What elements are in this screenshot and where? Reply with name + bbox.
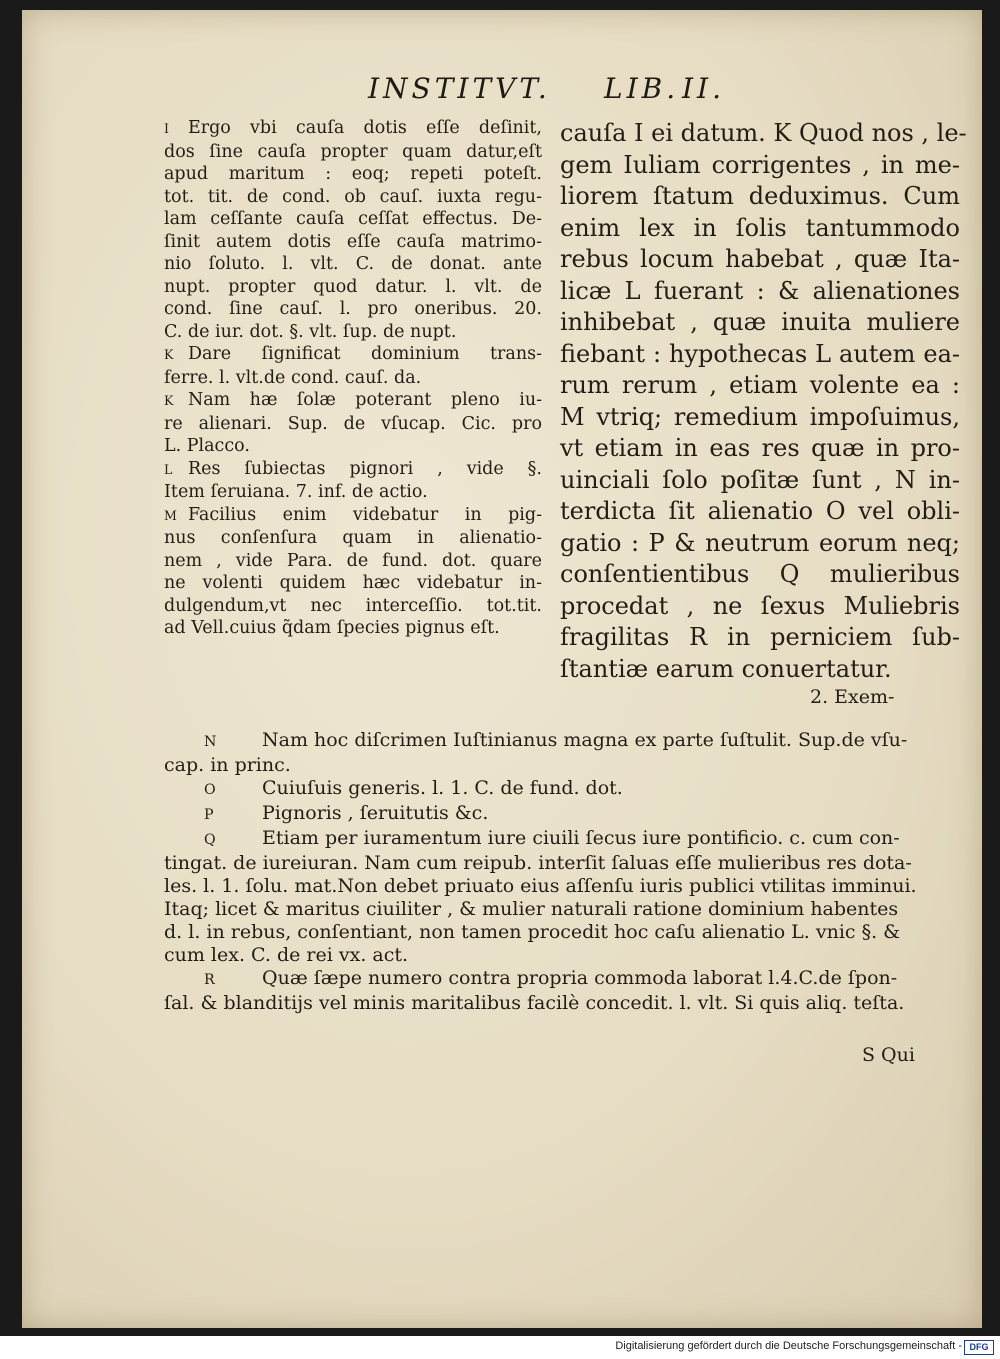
footer-credit: Digitalisierung gefördert durch die Deutsche Forschungsgemeinschaft -	[615, 1340, 962, 1352]
text-line	[164, 321, 542, 344]
header-part-1: INSTITVT.	[368, 72, 551, 105]
line-text: nem , vide Para. de fund. dot. quare	[164, 550, 542, 571]
text-line: gatio : P & neutrum eorum neq;	[560, 528, 960, 557]
text-line	[164, 163, 542, 186]
text-line: inhibebat , quæ inuita muliere	[560, 308, 960, 336]
text-line	[164, 572, 542, 595]
line-text: ne volenti quidem hæc videbatur in-	[164, 573, 542, 593]
text-line	[164, 504, 542, 528]
text-line	[164, 595, 542, 618]
running-header	[22, 72, 982, 112]
footnote-marker: N	[204, 734, 217, 750]
footnote-marker: P	[204, 807, 214, 823]
footnote-line	[164, 944, 954, 967]
line-text: tot. tit. de cond. ob cauſ. iuxta regu-	[164, 186, 542, 207]
footnote-line	[164, 967, 954, 992]
page-catchword: S Qui	[862, 1044, 915, 1066]
line-text: C. de iur. dot. §. vlt. ſup. de nupt.	[164, 321, 457, 342]
footnote-text: Itaq; licet & maritus ciuiliter , & mulier naturali ratione dominium habentes	[164, 898, 899, 920]
bottom-footnotes	[164, 729, 954, 1015]
note-marker: I	[164, 121, 169, 136]
line-text: nio ſoluto. l. vlt. C. de donat. ante	[164, 254, 542, 274]
text-line	[164, 208, 542, 231]
right-column-main-text	[560, 118, 967, 685]
footnote-text: Pignoris , ſeruitutis &c.	[262, 802, 489, 824]
footnote-line	[164, 898, 954, 921]
line-text: ſinit autem dotis eſſe cauſa matrimo-	[164, 231, 542, 252]
text-line	[164, 413, 542, 436]
footnote-line	[164, 729, 954, 754]
footnote-text: cap. in princ.	[164, 754, 291, 776]
dfg-logo: DFG	[964, 1340, 994, 1355]
book-page	[22, 10, 982, 1328]
note-marker: K	[164, 347, 174, 362]
text-line: rebus locum habebat , quæ Ita-	[560, 245, 960, 273]
line-text: ad Vell.cuius q̃dam ſpecies pignus eſt.	[164, 618, 500, 638]
line-text: Facilius enim videbatur in pig-	[187, 504, 542, 525]
line-text: ferre. l. vlt.de cond. cauſ. da.	[164, 367, 422, 388]
text-line	[164, 550, 542, 573]
left-column-notes	[164, 117, 542, 640]
footnote-marker: R	[204, 972, 215, 988]
note-marker: M	[164, 507, 177, 523]
line-text: lam ceſſante cauſa ceſſat effectus. De-	[164, 209, 542, 229]
text-line: ſtantiæ earum conuertatur.	[560, 654, 892, 683]
text-line: fragilitas R in perniciem ſub-	[560, 623, 960, 651]
footnote-text: Quæ ſæpe numero contra propria commoda laborat l.4.C.de ſpon-	[262, 967, 898, 989]
line-text: cond. ſine cauſ. l. pro oneribus. 20.	[164, 299, 542, 319]
text-line: procedat , ne ſexus Muliebris	[560, 591, 960, 620]
header-part-2: LIB.	[604, 72, 680, 105]
text-line	[164, 617, 542, 640]
text-line	[164, 298, 542, 321]
text-line: fiebant : hypothecas L autem ea-	[560, 339, 960, 368]
footnote-line	[164, 921, 954, 944]
line-text: dos ſine cauſa propter quam datur,eſt	[164, 141, 542, 162]
text-line	[164, 253, 542, 276]
header-part-3: II.	[682, 72, 726, 105]
text-line	[164, 367, 542, 390]
footnote-marker: Q	[204, 832, 216, 848]
footnote-text: ſal. & blanditijs vel minis maritalibus facilè concedit. l. vlt. Si quis aliq. teſta.	[164, 992, 905, 1014]
line-text: re alienari. Sup. de vſucap. Cic. pro	[164, 413, 542, 434]
footnote-text: Nam hoc diſcrimen Iuſtinianus magna ex parte ſuſtulit. Sup.de vſu-	[262, 729, 908, 751]
text-line: M vtriq; remedium impoſuimus,	[560, 402, 960, 431]
text-line	[164, 389, 542, 413]
text-line: vt etiam in eas res quæ in pro-	[560, 434, 960, 462]
text-line: licæ L fuerant : & alienationes	[560, 276, 960, 305]
footnote-line	[164, 992, 954, 1015]
text-line: cauſa I ei datum. K Quod nos , le-	[560, 119, 967, 147]
text-line	[164, 435, 542, 458]
text-line: rum rerum , etiam volente ea :	[560, 371, 960, 399]
text-line	[164, 343, 542, 367]
text-line	[164, 527, 542, 550]
line-text: Item ſeruiana. 7. inf. de actio.	[164, 482, 428, 502]
footnote-line	[164, 754, 954, 777]
text-line	[164, 117, 542, 141]
footnote-line	[164, 777, 954, 802]
footnote-line	[164, 827, 954, 852]
text-line	[164, 276, 542, 299]
text-line	[164, 481, 542, 504]
footnote-line	[164, 802, 954, 827]
text-line	[164, 186, 542, 209]
text-line	[164, 141, 542, 164]
footnote-line	[164, 875, 954, 898]
right-column-catchword: 2. Exem-	[810, 686, 895, 708]
line-text: nupt. propter quod datur. l. vlt. de	[164, 276, 542, 297]
line-text: Res ſubiectas pignori , vide §.	[187, 458, 542, 479]
text-line: enim lex in ſolis tantummodo	[560, 213, 960, 242]
footnote-text: les. l. 1. ſolu. mat.Non debet priuato eius aſſenſu iuris publici vtilitas imminui.	[164, 875, 917, 897]
note-marker: K	[164, 393, 174, 408]
line-text: nus conſenſura quam in alienatio-	[164, 528, 542, 548]
line-text: dulgendum,vt nec interceſſio. tot.tit.	[164, 595, 542, 616]
footnote-marker: O	[204, 782, 216, 798]
text-line: liorem ſtatum deduximus. Cum	[560, 182, 960, 210]
line-text: Nam hæ ſolæ poterant pleno iu-	[187, 390, 542, 410]
footnote-text: cum lex. C. de rei vx. act.	[164, 944, 409, 966]
line-text: L. Placco.	[164, 436, 250, 456]
footnote-line	[164, 852, 954, 875]
footnote-text: Etiam per iuramentum iure ciuili ſecus iure pontificio. c. cum con-	[262, 827, 900, 849]
footnote-text: tingat. de iureiuran. Nam cum reipub. interſit ſaluas eſſe mulieribus res dota-	[164, 852, 912, 874]
text-line: uinciali ſolo poſitæ ſunt , N in-	[560, 465, 960, 494]
text-line: conſentientibus Q mulieribus	[560, 560, 960, 588]
footnote-text: Cuiuſuis generis. l. 1. C. de fund. dot.	[262, 777, 623, 799]
line-text: apud maritum : eoq; repeti poteſt.	[164, 164, 542, 184]
line-text: Dare ſignificat dominium trans-	[187, 344, 542, 364]
note-marker: L	[164, 461, 173, 477]
text-line	[164, 231, 542, 254]
text-line	[164, 458, 542, 482]
text-line: gem Iuliam corrigentes , in me-	[560, 150, 960, 179]
footnote-text: d. l. in rebus, conſentiant, non tamen procedit hoc caſu alienatio L. vnic §. &	[164, 921, 901, 943]
text-line: terdicta ſit alienatio O vel obli-	[560, 497, 960, 525]
line-text: Ergo vbi cauſa dotis eſſe deſinit,	[187, 118, 542, 138]
